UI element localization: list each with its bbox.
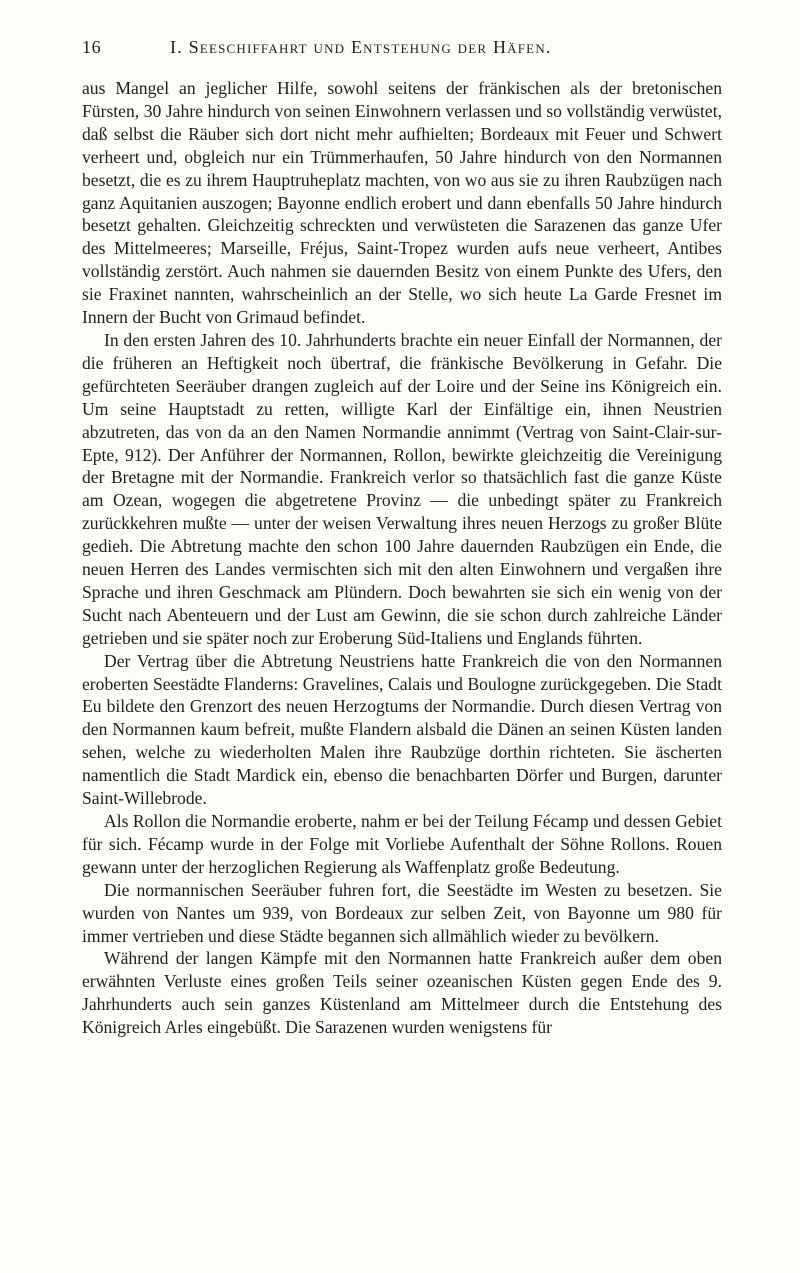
page-number: 16	[82, 37, 102, 57]
body-text	[82, 77, 722, 1039]
paragraph: Während der langen Kämpfe mit den Normannen hatte Frankreich außer dem oben erwähnten Verluste eines großen Teils seiner ozeanischen Küsten gegen Ende des 9. Jahrhunderts auch sein ganzes Küstenland am Mittelmeer durch die Entstehung des Königreich Arles eingebüßt. Die Sarazenen wurden wenigstens für	[82, 948, 722, 1038]
running-title: I. Seeschiffahrt und Entstehung der Häfen.	[170, 37, 552, 57]
page-header	[82, 37, 722, 63]
paragraph: Die normannischen Seeräuber fuhren fort, die Seestädte im Westen zu besetzen. Sie wurden von Nantes um 939, von Bordeaux zur selben Zeit, von Bayonne um 980 für immer vertrieben und diese Städte begannen sich allmählich wieder zu bevölkern.	[82, 879, 722, 946]
paragraph: Als Rollon die Normandie eroberte, nahm er bei der Teilung Fécamp und dessen Gebiet für sich. Fécamp wurde in der Folge mit Vorliebe Aufenthalt der Söhne Rollons. Rouen gewann unter der herzoglichen Regierung als Waffenplatz große Bedeutung.	[82, 811, 722, 877]
paragraph: aus Mangel an jeglicher Hilfe, sowohl seitens der fränkischen als der bretonischen Fürsten, 30 Jahre hindurch von seinen Einwohnern verlassen und so vollständig verwüstet, daß selbst die Räuber sich dort nicht mehr aufhielten; Bordeaux mit Feuer und Schwert verheert und, obgleich nur ein Trümmerhaufen, 50 Jahre hindurch von den Normannen besetzt, die es zu ihrem Hauptruheplatz machten, von wo aus sie zu ihren Raubzügen nach ganz Aquitanien auszogen; Bayonne endlich erobert und dann ebenfalls 50 Jahre hindurch besetzt gehalten. Gleichzeitig schreckten und verwüsteten die Sarazenen das ganze Ufer des Mittelmeeres; Marseille, Fréjus, Saint-Tropez wurden aufs neue verheert, Antibes vollständig zerstört. Auch nahmen sie dauernden Besitz von einem Punkte des Ufers, den sie Fraxinet nannten, wahrscheinlich an der Stelle, wo sich heute La Garde Fresnet im Innern der Bucht von Grimaud befindet.	[82, 78, 722, 328]
paragraph: Der Vertrag über die Abtretung Neustriens hatte Frankreich die von den Normannen eroberten Seestädte Flanderns: Gravelines, Calais und Boulogne zurückgegeben. Die Stadt Eu bildete den Grenzort des neuen Herzogtums der Normandie. Durch diesen Vertrag von den Normannen kaum befreit, mußte Flandern alsbald die Dänen an seinen Küsten landen sehen, welche zu wiederholten Malen ihre Raubzüge dorthin richteten. Sie äscherten namentlich die Stadt Mardick ein, ebenso die benachbarten Dörfer und Burgen, darunter Saint-Willebrode.	[82, 650, 722, 809]
paragraph: In den ersten Jahren des 10. Jahrhunderts brachte ein neuer Einfall der Normannen, der die früheren an Heftigkeit noch übertraf, die fränkische Bevölkerung in Gefahr. Die gefürchteten Seeräuber drangen zugleich auf der Loire und der Seine ins Königreich ein. Um seine Hauptstadt zu retten, willigte Karl der Einfältige ein, ihnen Neustrien abzutreten, das von da an den Namen Normandie annimmt (Vertrag von Saint-Clair-sur-Epte, 912). Der Anführer der Normannen, Rollon, bewirkte gleichzeitig die Vereinigung der Bretagne mit der Normandie. Frankreich verlor so thatsächlich fast die ganze Küste am Ozean, wogegen die abgetretene Provinz — die unbedingt später zu Frankreich zurückkehren mußte — unter der weisen Verwaltung ihres neuen Herzogs zu großer Blüte gedieh. Die Abtretung machte den schon 100 Jahre dauernden Raubzügen ein Ende, die neuen Herren des Landes vermischten sich mit den alten Einwohnern und vergaßen ihre Sprache und ihren Geschmack am Plündern. Doch bewahrten sie sich ein wenig von der Sucht nach Abenteuern und der Lust am Gewinn, die sie schon durch zahlreiche Länder getrieben und sie später noch zur Eroberung Süd-Italiens und Englands führten.	[82, 329, 722, 648]
